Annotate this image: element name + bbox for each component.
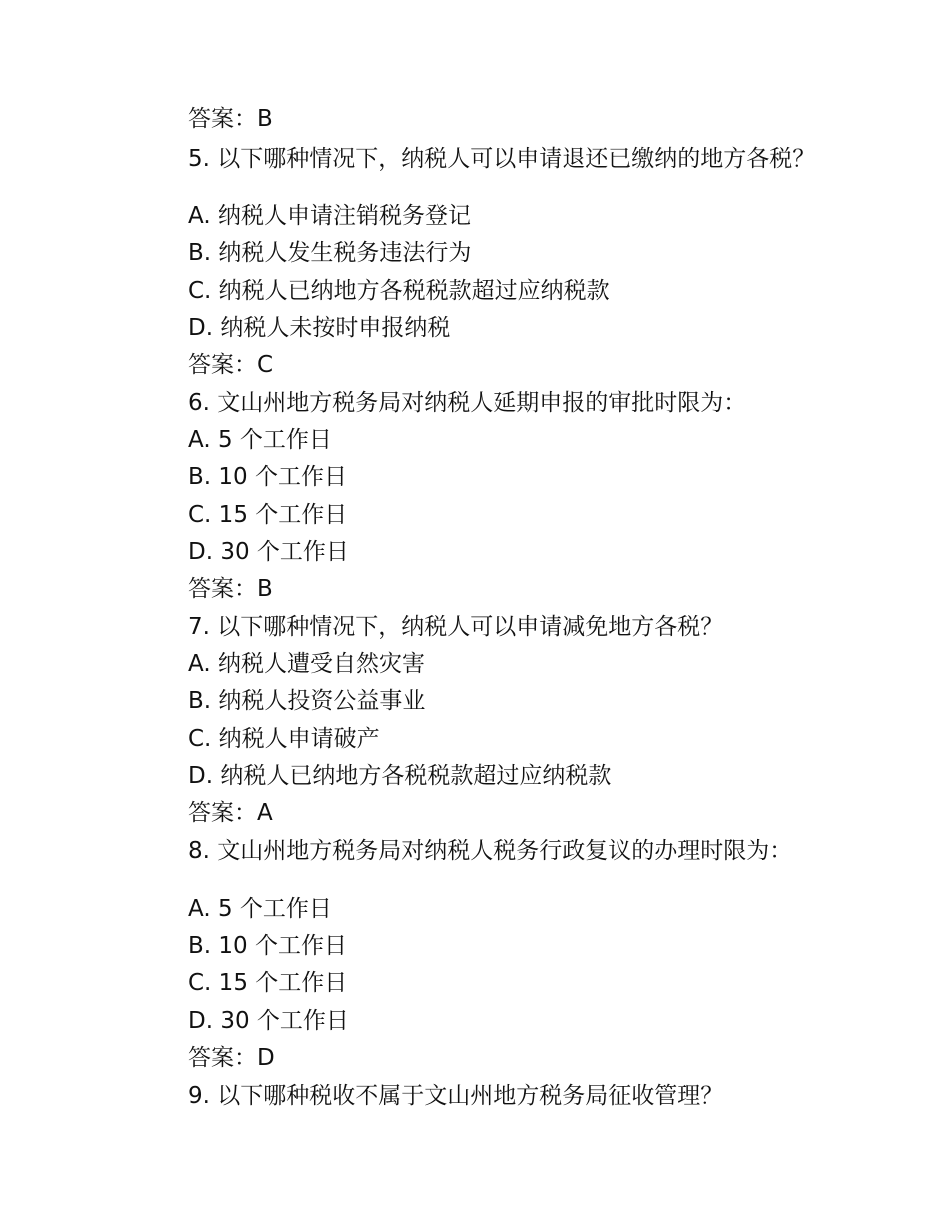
question-6-option-c: C. 15 个工作日 <box>188 502 348 528</box>
question-8-option-a: A. 5 个工作日 <box>188 896 332 922</box>
question-8-option-d: D. 30 个工作日 <box>188 1008 349 1034</box>
question-5-option-a: A. 纳税人申请注销税务登记 <box>188 203 471 229</box>
question-8-option-c: C. 15 个工作日 <box>188 970 348 996</box>
question-9: 9. 以下哪种税收不属于文山州地方税务局征收管理？ <box>188 1083 724 1109</box>
question-7-option-c: C. 纳税人申请破产 <box>188 726 380 752</box>
question-5-option-d: D. 纳税人未按时申报纳税 <box>188 315 451 341</box>
question-6: 6. 文山州地方税务局对纳税人延期申报的审批时限为： <box>188 390 747 416</box>
question-7-option-b: B. 纳税人投资公益事业 <box>188 688 426 714</box>
question-5-option-c: C. 纳税人已纳地方各税税款超过应纳税款 <box>188 278 610 304</box>
question-7-option-d: D. 纳税人已纳地方各税税款超过应纳税款 <box>188 763 612 789</box>
question-5-option-b: B. 纳税人发生税务违法行为 <box>188 240 472 266</box>
question-8: 8. 文山州地方税务局对纳税人税务行政复议的办理时限为： <box>188 838 793 864</box>
question-6-option-a: A. 5 个工作日 <box>188 427 332 453</box>
question-5: 5. 以下哪种情况下，纳税人可以申请退还已缴纳的地方各税？ <box>188 146 816 172</box>
answer-8: 答案：D <box>188 1045 275 1071</box>
answer-7: 答案：A <box>188 800 273 826</box>
question-6-option-b: B. 10 个工作日 <box>188 464 347 490</box>
answer-6: 答案：B <box>188 576 273 602</box>
answer-5: 答案：C <box>188 352 274 378</box>
question-7-option-a: A. 纳税人遭受自然灾害 <box>188 651 425 677</box>
question-6-option-d: D. 30 个工作日 <box>188 539 349 565</box>
question-7: 7. 以下哪种情况下，纳税人可以申请减免地方各税？ <box>188 614 724 640</box>
answer-4: 答案：B <box>188 106 273 132</box>
question-8-option-b: B. 10 个工作日 <box>188 933 347 959</box>
